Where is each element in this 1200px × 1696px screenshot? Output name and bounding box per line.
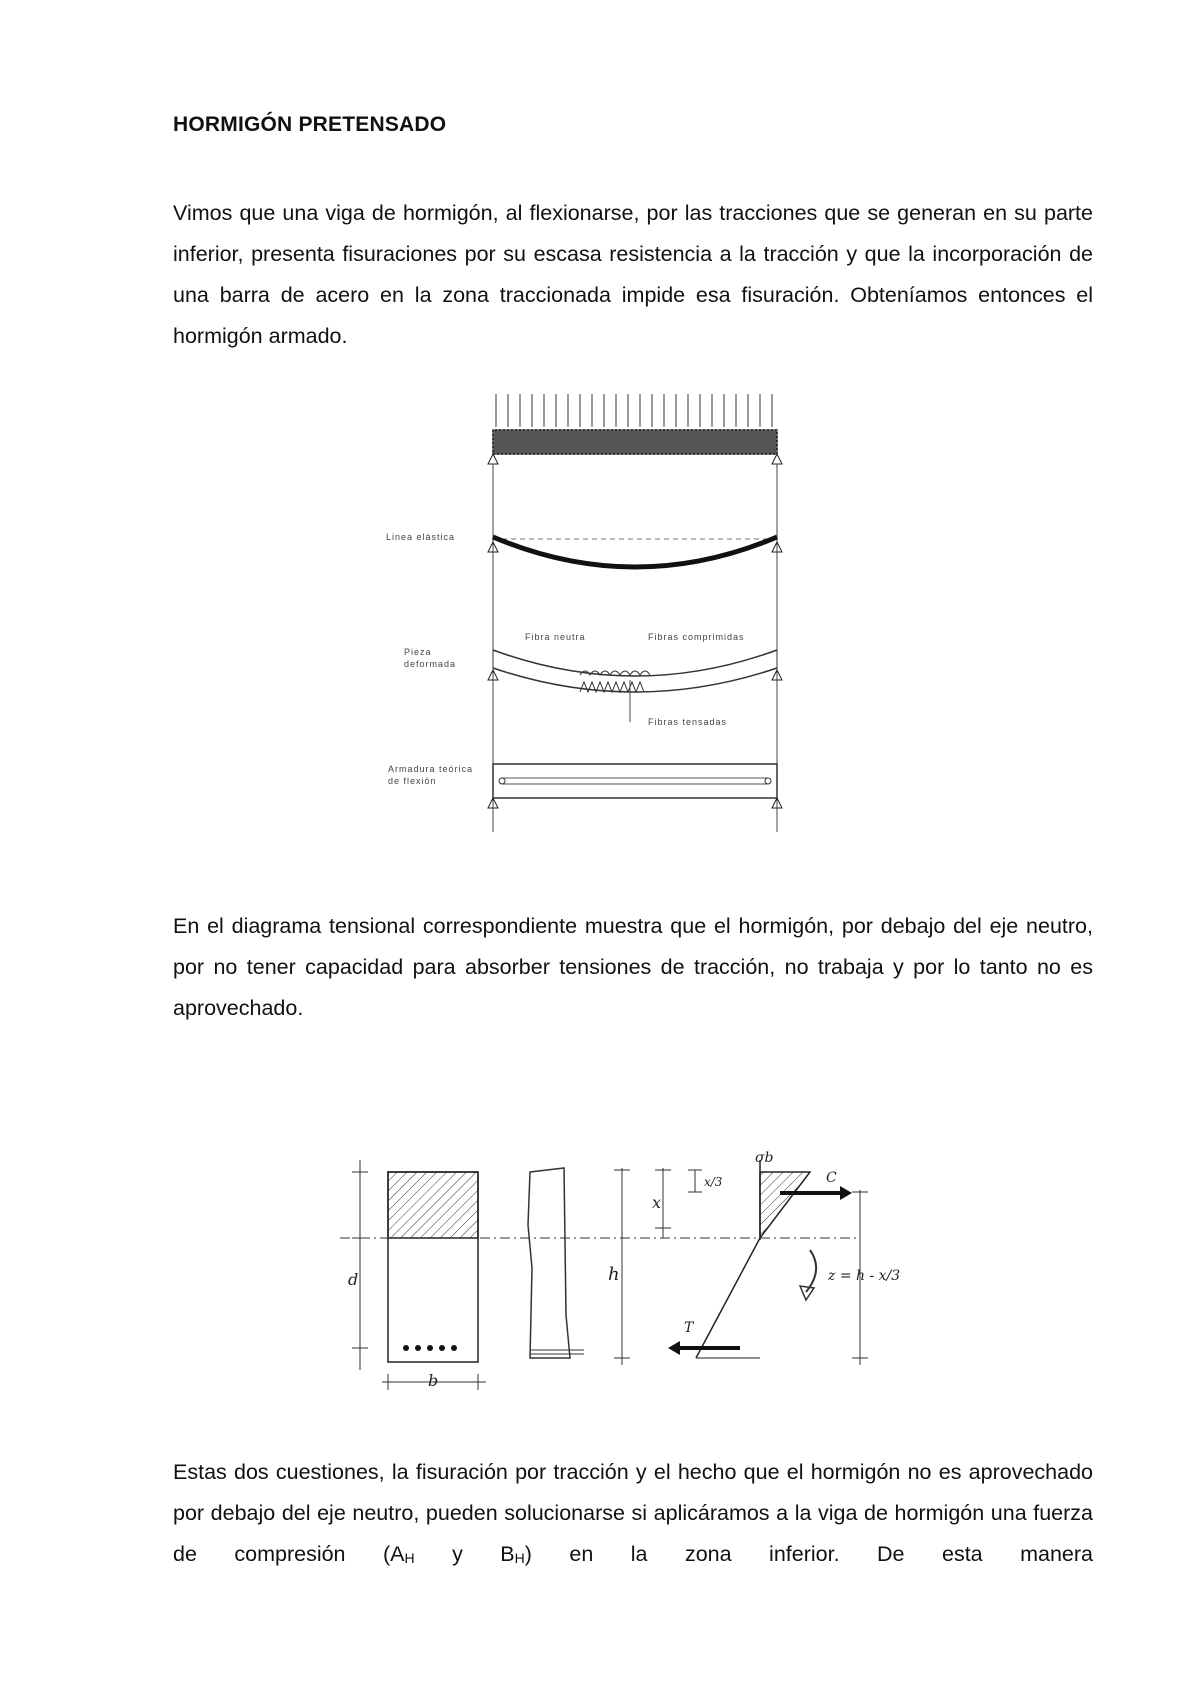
strain-profile <box>528 1168 570 1358</box>
label-fibras-comprimidas: Fibras comprimidas <box>648 632 745 642</box>
label-sigma: σb <box>755 1150 774 1166</box>
tension-line <box>696 1238 760 1358</box>
label-fibra-neutra: Fibra neutra <box>525 632 586 642</box>
reinforced-beam <box>493 764 777 798</box>
label-h: h <box>608 1264 620 1285</box>
loaded-beam <box>493 430 777 454</box>
paragraph-diagram: En el diagrama tensional correspondiente muestra que el hormigón, por debajo del eje neutro, por no tener capacidad para absorber tensiones de tracción, no trabaja y por lo tanto no es aprovechado. <box>173 914 1093 1020</box>
label-x3: x/3 <box>704 1175 723 1189</box>
page-title: HORMIGÓN PRETENSADO <box>173 113 447 136</box>
label-armadura: Armadura teórica <box>388 764 474 774</box>
beam-deformation-figure <box>380 392 820 842</box>
elastic-line <box>493 537 777 567</box>
label-linea-elastica: Linea elástica <box>386 532 456 542</box>
load-arrows <box>496 394 772 427</box>
label-z: z = h - x/3 <box>828 1268 901 1284</box>
label-d: d <box>348 1270 359 1289</box>
paragraph-intro: Vimos que una viga de hormigón, al flexionarse, por las tracciones que se generan en su parte inferior, presenta fisuraciones por su escasa resistencia a la tracción y que la incorporación de una barra de acero en la zona traccionada impide esa fisuración. Obteníamos entonces el hormigón armado. <box>173 201 1093 348</box>
label-deformada: deformada <box>404 659 457 669</box>
label-fibras-tensadas: Fibras tensadas <box>648 717 728 727</box>
label-pieza: Pieza <box>404 647 432 657</box>
label-x: x <box>652 1193 662 1212</box>
label-C: C <box>826 1170 837 1186</box>
compression-block <box>760 1172 810 1238</box>
label-b: b <box>428 1371 439 1390</box>
label-T: T <box>684 1320 694 1336</box>
label-de-flexion: de flexión <box>388 776 437 786</box>
stress-diagram-figure <box>340 1120 900 1400</box>
paragraph-solution: Estas dos cuestiones, la fisuración por tracción y el hecho que el hormigón no es aprovechado por debajo del eje neutro, pueden solucionarse si aplicáramos a la viga de hormigón una fuerza de compresión ($A_H$ y $B_H$) en la zona inferior. De esta manera <box>173 1460 1093 1566</box>
